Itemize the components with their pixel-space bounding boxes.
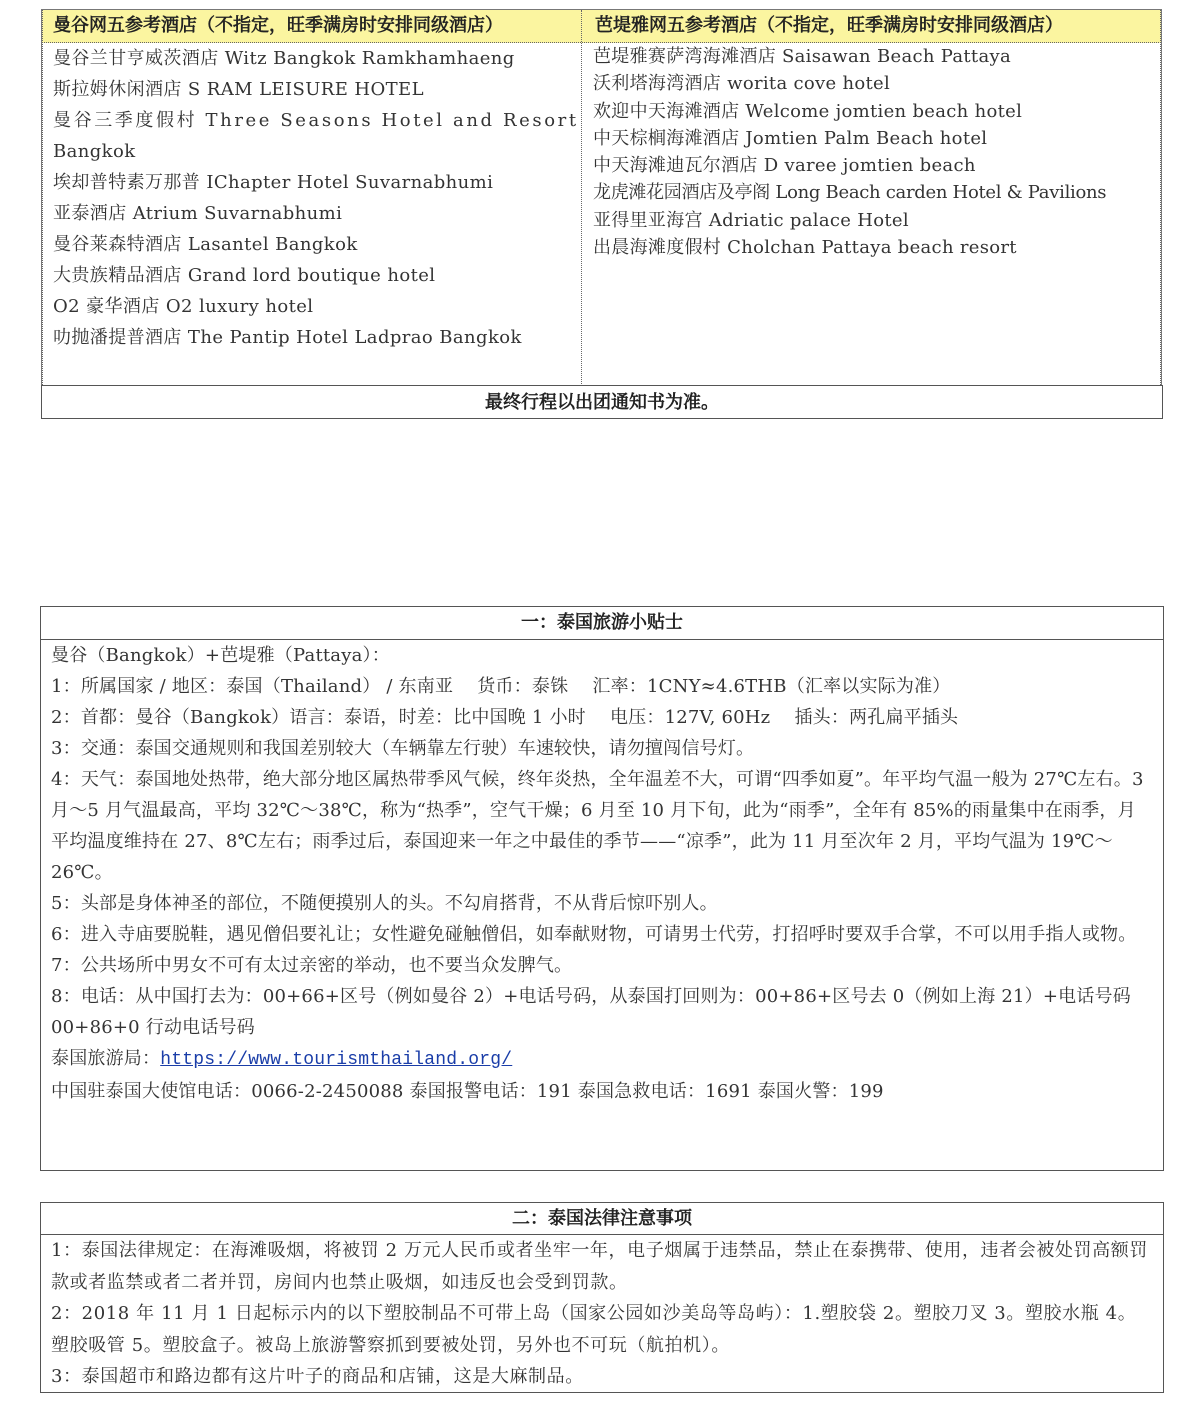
hotel-table (41, 9, 1162, 385)
law-item: 3：泰国超市和路边都有这片叶子的商品和店铺，这是大麻制品。 (51, 1366, 584, 1387)
list-item: 曼谷三季度假村 Three Seasons Hotel and Resort (53, 110, 579, 131)
list-item: 大贵族精品酒店 Grand lord boutique hotel (53, 265, 436, 286)
list-item: 欢迎中天海滩酒店 Welcome jomtien beach hotel (593, 100, 1023, 122)
list-item: 曼谷莱森特酒店 Lasantel Bangkok (53, 234, 358, 255)
list-item: 中天棕榈海滩酒店 Jomtien Palm Beach hotel (593, 127, 988, 149)
list-item: 芭堤雅赛萨湾海滩酒店 Saisawan Beach Pattaya (593, 46, 1012, 67)
list-item: 中天海滩迪瓦尔酒店 D varee jomtien beach (593, 155, 976, 177)
emergency-contacts: 中国驻泰国大使馆电话：0066-2-2450088 泰国报警电话：191 泰国急救电话：1691 泰国火警：199 (51, 1081, 884, 1102)
law-item: 2：2018 年 11 月 1 日起标示内的以下塑胶制品不可带上岛（国家公园如沙美岛等岛屿）：1.塑胶袋 2。塑胶刀叉 3。塑胶水瓶 4。塑胶吸管 5。塑胶盒子。被岛上旅游警察抓到要被处罚，另外也不可玩（航拍机）。 (51, 1303, 1137, 1356)
list-item: O2 豪华酒店 O2 luxury hotel (53, 296, 314, 317)
section-body (41, 1235, 1163, 1393)
column-divider (581, 10, 582, 386)
list-item: 龙虎滩花园酒店及亭阁 Long Beach carden Hotel & Pavilions (593, 182, 1107, 204)
tip-item: 6：进入寺庙要脱鞋，遇见僧侣要礼让；女性避免碰触僧侣，如奉献财物，可请男士代劳，打招呼时要双手合掌，不可以用手指人或物。 (51, 924, 1137, 945)
tip-item: 1：所属国家 / 地区：泰国（Thailand） / 东南亚 货币：泰铢 汇率：1CNY≈4.6THB（汇率以实际为准） (51, 676, 951, 697)
pattaya-hotel-list (593, 43, 1158, 261)
tip-item: 5：头部是身体神圣的部位，不随便摸别人的头。不勾肩搭背，不从背后惊吓别人。 (51, 893, 718, 914)
tip-item: 00+86+0 行动电话号码 (51, 1017, 255, 1038)
tip-item: 8：电话：从中国打去为：00+66+区号（例如曼谷 2）+电话号码，从泰国打回则为：00+86+区号去 0（例如上海 21）+电话号码 (51, 986, 1131, 1007)
section-body (41, 640, 1163, 1107)
section-title: 一：泰国旅游小贴士 (41, 607, 1163, 640)
list-item: 曼谷兰甘亨威茨酒店 Witz Bangkok Ramkhamhaeng (53, 48, 515, 69)
list-item: 沃利塔海湾酒店 worita cove hotel (593, 73, 891, 95)
law-notes-section (40, 1202, 1164, 1393)
list-item: 叻抛潘提普酒店 The Pantip Hotel Ladprao Bangkok (53, 327, 522, 348)
pattaya-hotels-header: 芭堤雅网五参考酒店（不指定，旺季满房时安排同级酒店） (595, 15, 1063, 36)
list-item: 出晨海滩度假村 Cholchan Pattaya beach resort (593, 237, 1017, 259)
list-item: 亚泰酒店 Atrium Suvarnabhumi (53, 203, 343, 224)
list-item: 亚得里亚海宫 Adriatic palace Hotel (593, 209, 909, 231)
travel-tips-section (40, 606, 1164, 1171)
list-item: 斯拉姆休闲酒店 S RAM LEISURE HOTEL (53, 79, 424, 100)
list-item: 埃却普特素万那普 IChapter Hotel Suvarnabhumi (53, 172, 494, 193)
tourism-board-line (51, 1043, 1153, 1076)
tip-item: 7：公共场所中男女不可有太过亲密的举动，也不要当众发脾气。 (51, 955, 573, 976)
tips-intro: 曼谷（Bangkok）+芭堤雅（Pattaya）： (51, 645, 390, 666)
tip-item: 4：天气：泰国地处热带，绝大部分地区属热带季风气候，终年炎热，全年温差不大，可谓“四季如夏”。年平均气温一般为 27℃左右。3 月～5 月气温最高，平均 32℃～38℃，称为“热季”，空气干燥；6 月至 10 月下旬，此为“雨季”，全年有 85%的雨量集中在雨季，月平均温度维持在 27、8℃左右；雨季过后，泰国迎来一年之中最佳的季节——“凉季”，此为 11 月至次年 2 月，平均气温为 19℃～26℃。 (51, 769, 1144, 883)
list-item: Bangkok (53, 141, 136, 162)
law-item: 1：泰国法律规定：在海滩吸烟，将被罚 2 万元人民币或者坐牢一年，电子烟属于违禁品，禁止在泰携带、使用，违者会被处罚高额罚款或者监禁或者二者并罚，房间内也禁止吸烟，如违反也会受到罚款。 (51, 1240, 1148, 1293)
tip-item: 3：交通：泰国交通规则和我国差别较大（车辆靠左行驶）车速较快，请勿擅闯信号灯。 (51, 738, 755, 759)
tip-item: 2：首都：曼谷（Bangkok）语言：泰语，时差：比中国晚 1 小时 电压：127V, 60Hz 插头：两孔扁平插头 (51, 707, 959, 728)
bangkok-hotels-header: 曼谷网五参考酒店（不指定，旺季满房时安排同级酒店） (53, 15, 503, 36)
tourism-board-link[interactable]: https://www.tourismthailand.org/ (160, 1050, 513, 1070)
final-itinerary-note: 最终行程以出团通知书为准。 (41, 385, 1163, 419)
section-title: 二：泰国法律注意事项 (41, 1203, 1163, 1235)
bangkok-hotel-list (53, 43, 579, 353)
tourism-board-label: 泰国旅游局： (51, 1048, 161, 1069)
